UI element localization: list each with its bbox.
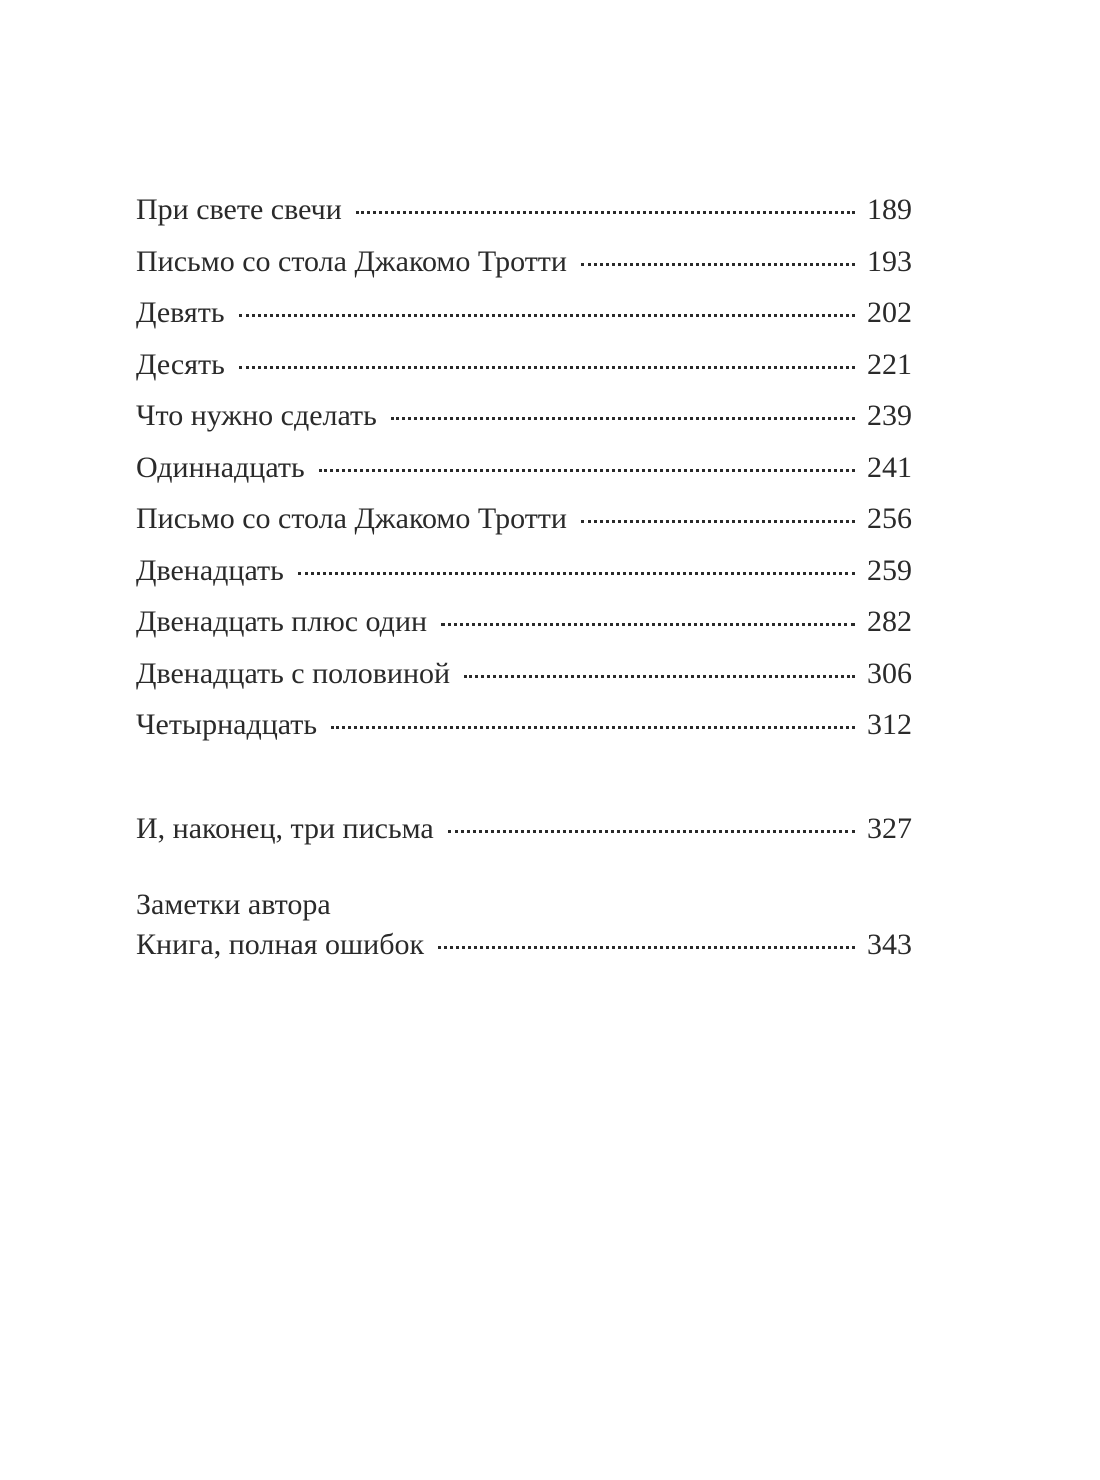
- toc-entry-title: Что нужно сделать: [136, 399, 377, 432]
- toc-entry-title: Двенадцать с половиной: [136, 656, 451, 690]
- toc-entry-title: Письмо со стола Джакомо Тротти: [136, 244, 567, 278]
- toc-entry[interactable]: [136, 390, 912, 442]
- toc-entry[interactable]: [136, 545, 912, 597]
- toc-entry-title: Десять: [136, 347, 225, 381]
- dot-leader: [464, 675, 855, 678]
- toc-entry-page: 193: [867, 244, 912, 278]
- dot-leader: [331, 726, 855, 729]
- toc-entry-title: При свете свечи: [136, 193, 342, 226]
- toc-entry[interactable]: [136, 184, 912, 236]
- dot-leader: [581, 263, 855, 266]
- notes-heading: Заметки автора: [136, 888, 331, 921]
- dot-leader: [298, 572, 855, 575]
- toc-entry-page: 256: [867, 502, 912, 535]
- dot-leader: [581, 520, 855, 523]
- toc-entry-title: Письмо со стола Джакомо Тротти: [136, 502, 567, 535]
- dot-leader: [239, 366, 855, 369]
- dot-leader: [441, 623, 855, 626]
- toc-entry[interactable]: [136, 699, 912, 751]
- toc-entry[interactable]: [136, 442, 912, 494]
- toc-entry-notes[interactable]: [136, 924, 912, 966]
- toc-entry-title: И, наконец, три письма: [136, 811, 434, 845]
- toc-entry-page: 241: [867, 450, 912, 484]
- toc-entry-title: Двенадцать плюс один: [136, 605, 428, 638]
- dot-leader: [448, 830, 855, 833]
- toc-entry-page: 189: [867, 193, 912, 226]
- dot-leader: [239, 314, 855, 317]
- toc-entry-page: 343: [867, 928, 912, 961]
- toc-entry-title: Девять: [136, 296, 225, 329]
- toc-entry-page: 202: [867, 296, 912, 329]
- table-of-contents: [136, 184, 912, 966]
- toc-entry[interactable]: [136, 596, 912, 648]
- toc-entry-title: Четырнадцать: [136, 708, 318, 741]
- dot-leader: [356, 211, 855, 214]
- toc-entry-title: Двенадцать: [136, 553, 284, 587]
- toc-entry-final[interactable]: [136, 803, 912, 855]
- dot-leader: [319, 469, 855, 472]
- toc-entry-page: 239: [867, 399, 912, 432]
- toc-entry[interactable]: [136, 287, 912, 339]
- toc-entry[interactable]: [136, 339, 912, 391]
- toc-entry-page: 259: [867, 553, 912, 587]
- toc-entry[interactable]: [136, 493, 912, 545]
- toc-entry-page: 312: [867, 708, 912, 741]
- toc-entry[interactable]: [136, 236, 912, 288]
- dot-leader: [391, 417, 855, 420]
- toc-entry[interactable]: [136, 648, 912, 700]
- toc-entry-title: Одиннадцать: [136, 450, 305, 484]
- toc-entry-page: 221: [867, 347, 912, 381]
- toc-entry-title: Книга, полная ошибок: [136, 928, 425, 961]
- dot-leader: [438, 946, 855, 949]
- toc-entry-page: 282: [867, 605, 912, 638]
- toc-entry-page: 327: [867, 811, 912, 845]
- toc-entry-page: 306: [867, 656, 912, 690]
